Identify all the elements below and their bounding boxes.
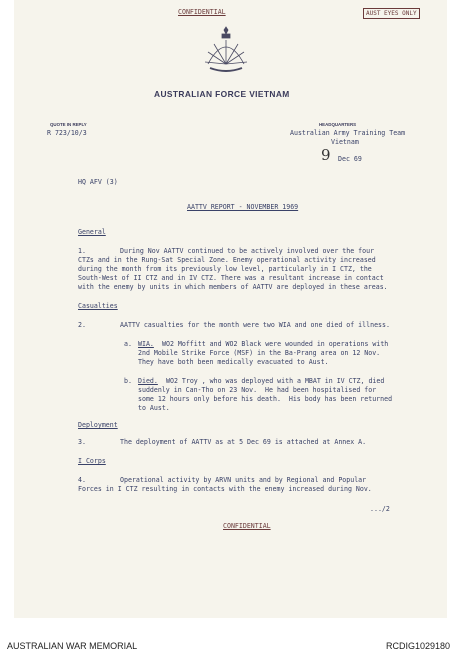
continuation-marker: .../2: [370, 505, 390, 513]
para-2-number: 2.: [78, 321, 86, 329]
para-1-line: during the month from its previously low level, particularly in I CTZ, the: [78, 265, 372, 273]
sender-line-2: Vietnam: [331, 138, 359, 146]
sub-b-label: b.: [124, 377, 132, 385]
para-2-intro: AATTV casualties for the month were two WIA and one died of illness.: [120, 321, 390, 329]
para-3-text: The deployment of AATTV as at 5 Dec 69 is attached at Annex A.: [120, 438, 367, 446]
archive-footer: [0, 618, 457, 654]
sender-line-1: Australian Army Training Team: [290, 129, 406, 137]
sub-a-line: WO2 Moffitt and WO2 Black were wounded in operations with: [162, 340, 389, 348]
distribution-marking: AUST EYES ONLY: [363, 8, 420, 19]
report-title: AATTV REPORT - NOVEMBER 1969: [187, 203, 299, 211]
para-1-number: 1.: [78, 247, 86, 255]
document-page: [14, 0, 447, 618]
footer-institution: AUSTRALIAN WAR MEMORIAL: [7, 641, 138, 651]
sub-a-line: They have both been medically evacuated to Aust.: [138, 358, 329, 366]
heading-deployment: Deployment: [78, 421, 118, 429]
sub-b-line: to Aust.: [138, 404, 170, 412]
addressee: HQ AFV (3): [78, 178, 118, 186]
para-1-line: During Nov AATTV continued to be actively involved over the four: [120, 247, 375, 255]
heading-casualties: Casualties: [78, 302, 118, 310]
file-reference: R 723/10/3: [47, 129, 87, 137]
organisation-name: AUSTRALIAN FORCE VIETNAM: [154, 89, 290, 99]
para-4-number: 4.: [78, 476, 86, 484]
para-3-number: 3.: [78, 438, 86, 446]
classification-top: CONFIDENTIAL: [178, 8, 226, 16]
date-month-year: Dec 69: [338, 155, 362, 163]
heading-general: General: [78, 228, 106, 236]
heading-i-corps: I Corps: [78, 457, 106, 465]
rising-sun-badge-icon: [200, 24, 252, 78]
sub-a-term: WIA.: [138, 340, 154, 348]
para-4-line: Forces in I CTZ resulting in contacts with the enemy increased during Nov.: [78, 485, 372, 493]
sub-b-term: Died.: [138, 377, 158, 385]
sub-b-line: suddenly in Can-Tho on 23 Nov. He had been hospitalised for: [138, 386, 377, 394]
para-1-line: with the enemy by units in which members of AATTV are deployed in these areas.: [78, 283, 388, 291]
headquarters-label: HEADQUARTERS: [319, 122, 357, 127]
para-4-line: Operational activity by ARVN units and by Regional and Popular: [120, 476, 367, 484]
footer-record-id: RCDIG1029180: [385, 641, 450, 651]
sub-a-line: 2nd Mobile Strike Force (MSF) in the Ba-Prang area on 12 Nov.: [138, 349, 381, 357]
classification-bottom: CONFIDENTIAL: [223, 522, 271, 530]
para-1-line: CTZs and in the Rung-Sat Special Zone. Enemy operational activity increased: [78, 256, 376, 264]
date-day-handwritten: 9: [321, 146, 331, 164]
quote-in-reply-label: QUOTE IN REPLY: [50, 122, 87, 127]
para-1-line: South-West of II CTZ and in IV CTZ. There was a resultant increase in contact: [78, 274, 384, 282]
sub-b-line: WO2 Troy , who was deployed with a MBAT in IV CTZ, died: [166, 377, 385, 385]
sub-b-line: some 12 hours only before his death. His body has been returned: [138, 395, 393, 403]
sub-a-label: a.: [124, 340, 132, 348]
